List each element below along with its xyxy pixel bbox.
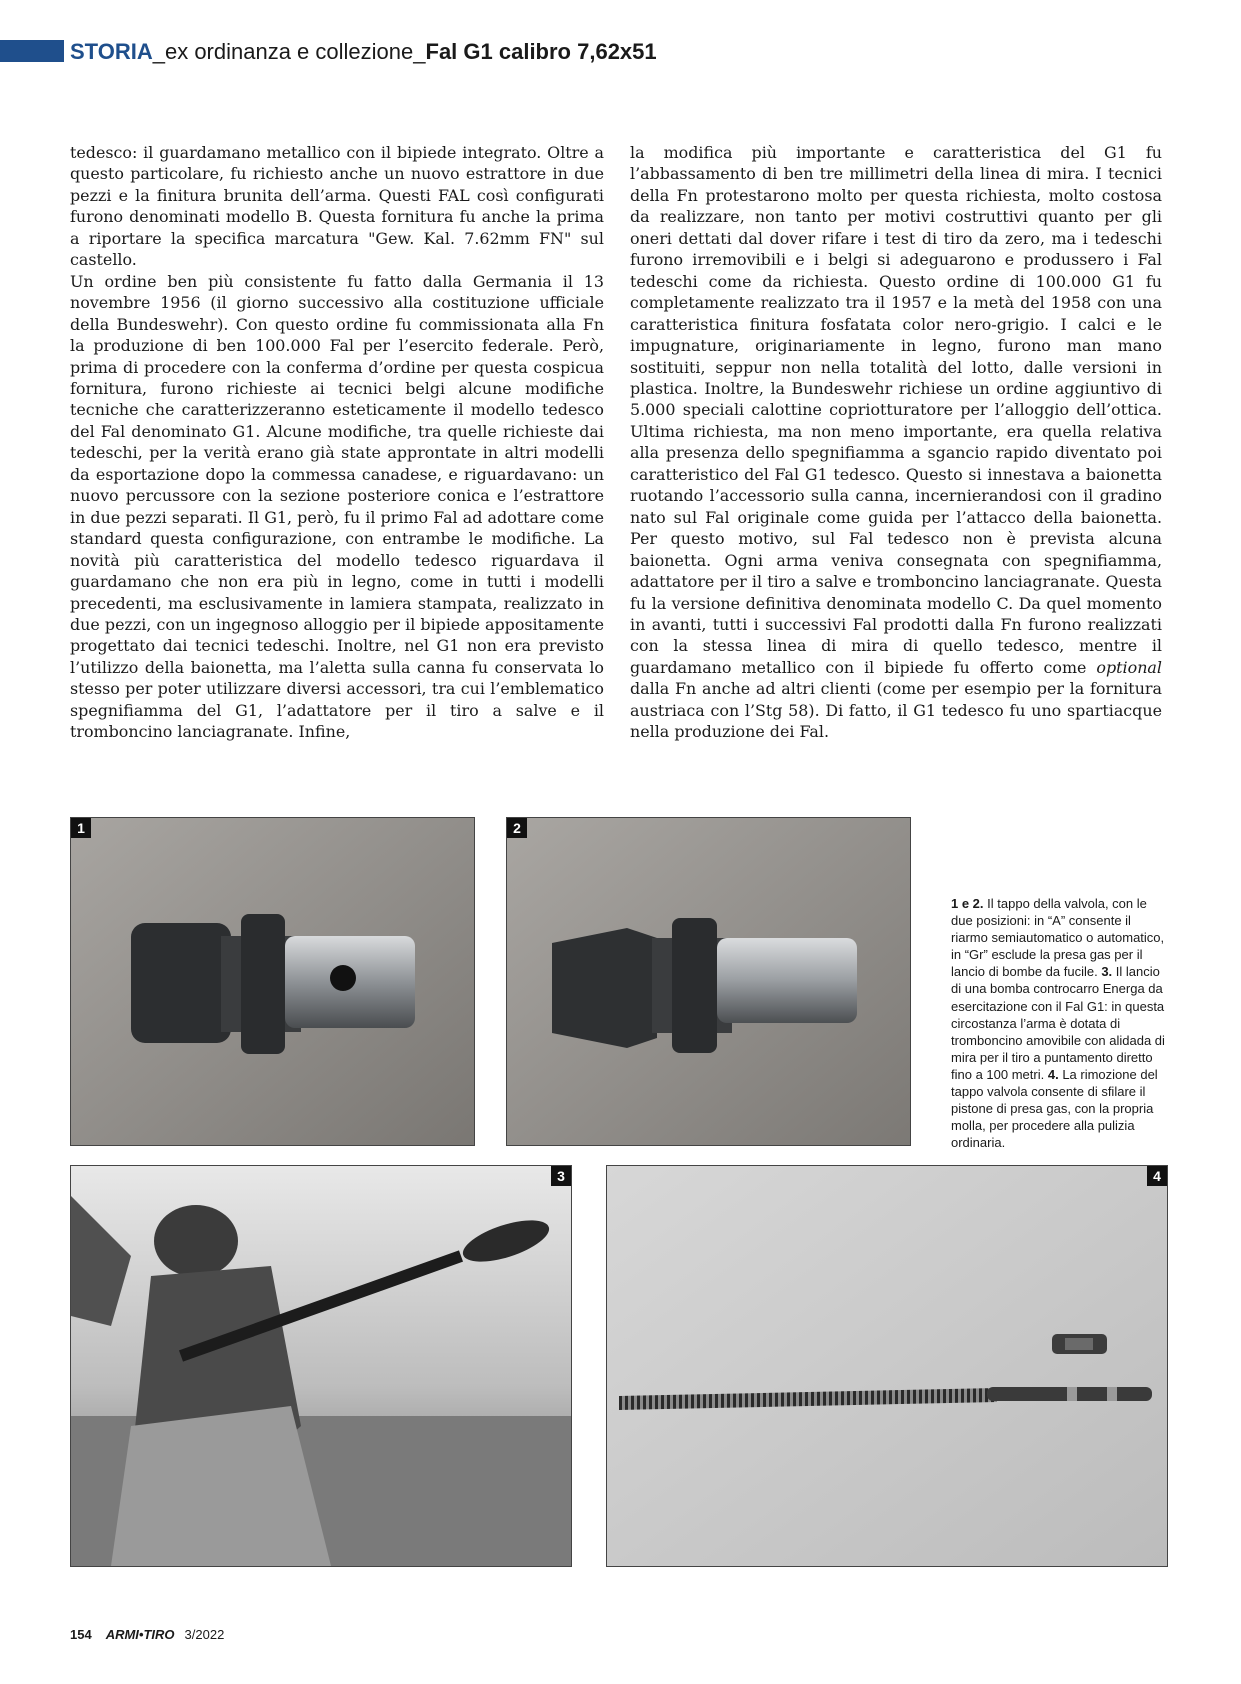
- photo-number-badge: 3: [551, 1166, 571, 1186]
- photo-valve-cap-gr: [70, 817, 475, 1146]
- soldier-image: [71, 1166, 571, 1566]
- paragraph: [630, 142, 1162, 743]
- valve-cap-image: [507, 818, 910, 1145]
- page-number: 154: [70, 1627, 92, 1642]
- piston-spring-image: [607, 1166, 1167, 1566]
- header-separator: _: [152, 39, 165, 64]
- photo-valve-cap-a: [506, 817, 911, 1146]
- header-subtitle: ex ordinanza e collezione: [164, 39, 414, 64]
- paragraph-text: la modifica più importante e caratteristica del G1 fu l’abbassamento di ben tre millimetri della linea di mira. I tecnici della Fn protestarono molto per questa richiesta, molto costosa da realizzare, non tanto per motivi costruttivi quanto per gli oneri dettati dal dover rifare i test di tiro da zero, ma i tedeschi furono irremovibili e i belgi si adeguarono e produssero i Fal tedeschi come da richiesta. Questo ordine di 100.000 G1 fu completamente realizzato tra il 1957 e la metà del 1958 con una caratteristica finitura fosfatata color nero-grigio. I calci e le impugnature, originariamente in legno, furono man mano sostituiti, seppur non nella totalità del lotto, dalle versioni in plastica. Inoltre, la Bundeswehr richiese un ordine aggiuntivo di 5.000 speciali calottine copriotturatore per l’alloggio dell’ottica. Ultima richiesta, ma non meno importante, era quella relativa alla presenza dello spegnifiamma a sgancio rapido diventato poi caratteristico del Fal G1 tedesco. Questo si innestava a baionetta ruotando l’accessorio sulla canna, incernierandosi con il gradino nato sul Fal originale come guida per l’attacco della baionetta. Per questo motivo, sul Fal tedesco non è prevista alcuna baionetta. Ogni arma veniva consegnata con spegnifiamma, adattatore per il tiro a salve e tromboncino lanciagranate. Questa fu la versione definitiva denominata modello C. Da quel momento in avanti, tutti i successivi Fal prodotti dalla Fn furono realizzati con la stessa linea di mira di quello tedesco, mentre il guardamano metallico con il bipiede fu offerto come: [630, 143, 1162, 677]
- paragraph-text: dalla Fn anche ad altri clienti (come per esempio per la fornitura austriaca con l’Stg 58). Di fatto, il G1 tedesco fu uno spartiacque nella produzione dei Fal.: [630, 679, 1162, 742]
- valve-cap-image: [71, 818, 474, 1145]
- paragraph: tedesco: il guardamano metallico con il bipiede integrato. Oltre a questo particolare, fu richiesto anche un nuovo estrattore in due pezzi e la finitura brunita dell’arma. Questi FAL così configurati furono denominati modello B. Questa fornitura fu anche la prima a riportare la specifica marcatura "Gew. Kal. 7.62mm FN" sul castello.: [70, 143, 604, 270]
- header-separator: _: [413, 39, 426, 64]
- caption-ref: 1 e 2.: [951, 896, 984, 911]
- page-header: [70, 40, 657, 64]
- paragraph: Un ordine ben più consistente fu fatto dalla Germania il 13 novembre 1956 (il giorno successivo alla costituzione ufficiale della Bundeswehr). Con questo ordine fu commissionata alla Fn la produzione di ben 100.000 Fal per l’esercito federale. Però, prima di procedere con la conferma d’ordine per questa cospicua fornitura, furono richieste ai tecnici belgi alcune modifiche tecniche che caratterizzeranno esteticamente il modello tedesco del Fal denominato G1. Alcune modifiche, tra quelle richieste dai tedeschi, per la verità erano già state approntate in altri modelli da esportazione dopo la commessa canadese, e riguardavano: un nuovo percussore con la sezione posteriore conica e l’estrattore in due pezzi separati. Il G1, però, fu il primo Fal ad adottare come standard questa configurazione, con entrambe le modifiche. La novità più caratteristica del modello tedesco riguardava il guardamano che non era più in legno, come in tutti i modelli precedenti, ma esclusivamente in lamiera stampata, realizzato in due pezzi, con un ingegnoso alloggio per il bipiede appositamente progettato dai tecnici tedeschi. Inoltre, nel G1 non era previsto l’utilizzo della baionetta, ma l’aletta sulla canna fu conservata lo stesso per poter utilizzare diversi accessori, tra cui l’emblematico spegnifiamma del G1, l’adattatore per il tiro a salve e il tromboncino lanciagranate. Infine,: [70, 271, 604, 742]
- caption-text: La rimozione del tappo valvola consente di sfilare il pistone di presa gas, con la propria molla, per procedere alla pulizia ordinaria.: [951, 1066, 1158, 1151]
- section-label: STORIA: [70, 39, 153, 64]
- caption-text: Il tappo della valvola, con le due posizioni: in “A” consente il riarmo semiautomatico o automatico, in “Gr” esclude la presa gas per il lancio di bombe da fucile.: [951, 896, 1165, 980]
- photo-gas-piston: [606, 1165, 1168, 1567]
- caption-ref: 3.: [1101, 964, 1113, 980]
- issue-number: 3/2022: [184, 1627, 225, 1642]
- photo-number-badge: 2: [507, 818, 527, 838]
- photo-number-badge: 1: [71, 818, 91, 838]
- photo-number-badge: 4: [1147, 1166, 1167, 1186]
- article-title: Fal G1 calibro 7,62x51: [425, 39, 657, 64]
- italic-term: optional: [1096, 657, 1162, 677]
- magazine-name: ARMI•TIRO: [105, 1627, 175, 1642]
- header-color-bar: [0, 40, 64, 62]
- photo-soldier-grenade-launch: [70, 1165, 572, 1567]
- article-column-left: [70, 142, 604, 743]
- caption-text: Il lancio di una bomba controcarro Energa da esercitazione con il Fal G1: in questa circostanza l’arma è dotata di tromboncino amovibile con alidada di mira per il tiro a puntamento diretto fino a 100 metri.: [951, 964, 1165, 1082]
- page-footer: [70, 1627, 224, 1642]
- article-column-right: [630, 142, 1162, 743]
- caption-ref: 4.: [1047, 1066, 1059, 1082]
- photo-caption: [951, 895, 1166, 1151]
